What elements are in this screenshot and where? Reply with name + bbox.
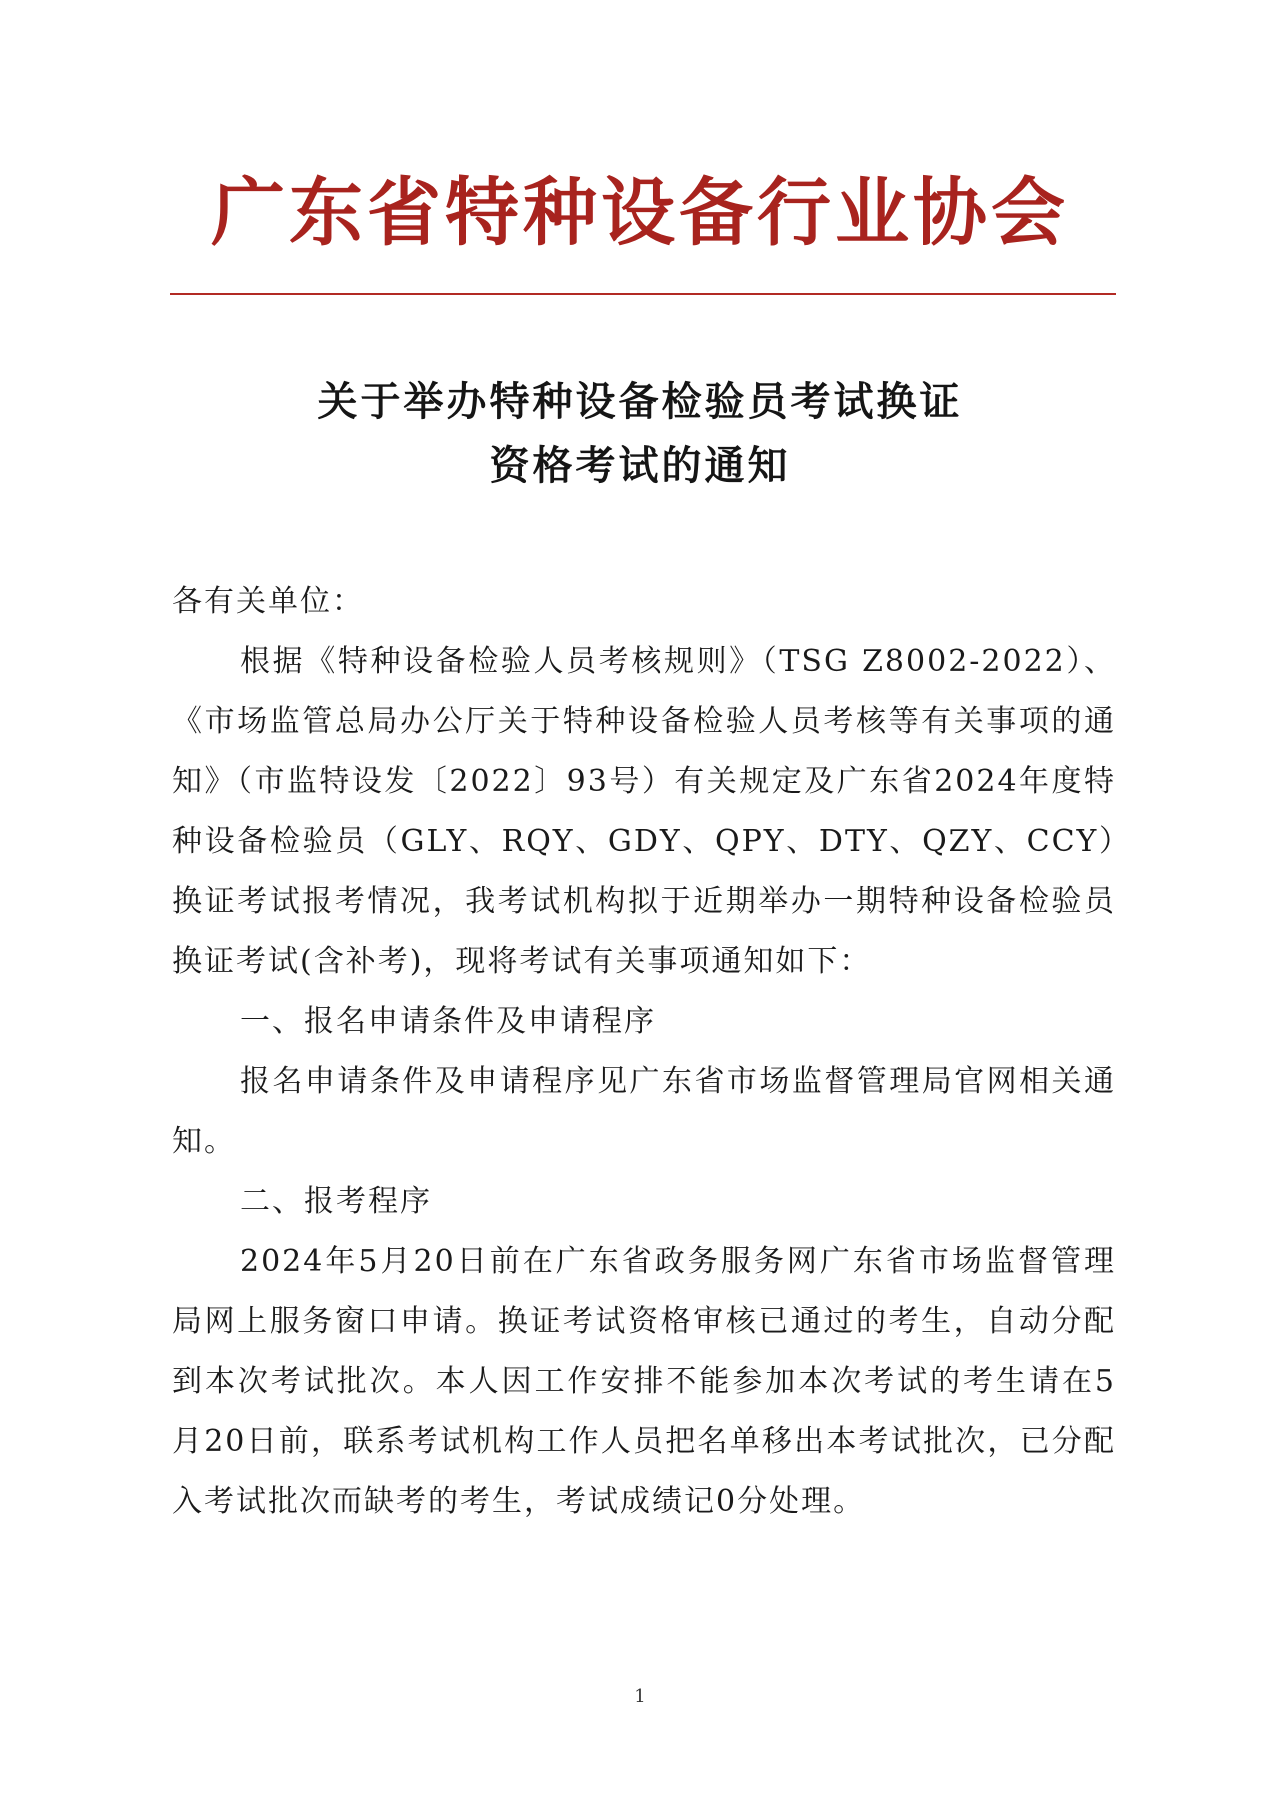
salutation: 各有关单位：	[172, 584, 364, 619]
letterhead-divider	[170, 293, 1116, 295]
section-1-heading: 一、报名申请条件及申请程序	[240, 1004, 656, 1039]
intro-paragraph: 根据《特种设备检验人员考核规则》（TSG Z8002-2022）、《市场监管总局办公厅关于特种设备检验人员考核等有关事项的通知》（市监特设发〔2022〕93号）有关规定及广东省2024年度特种设备检验员（GLY、RQY、GDY、QPY、DTY、QZY、CCY）换证考试报考情况，我考试机构拟于近期举办一期特种设备检验员换证考试(含补考)，现将考试有关事项通知如下：	[172, 644, 1116, 979]
page-number: 1	[634, 1686, 646, 1707]
section-2-body: 2024年5月20日前在广东省政务服务网广东省市场监督管理局网上服务窗口申请。换证考试资格审核已通过的考生，自动分配到本次考试批次。本人因工作安排不能参加本次考试的考生请在5月20日前，联系考试机构工作人员把名单移出本考试批次，已分配入考试批次而缺考的考生，考试成绩记0分处理。	[172, 1244, 1116, 1519]
section-2-heading: 二、报考程序	[240, 1184, 432, 1219]
letterhead-org-name: 广东省特种设备行业协会	[211, 170, 1069, 256]
document-title-line-1: 关于举办特种设备检验员考试换证	[317, 379, 963, 425]
document-title-line-2: 资格考试的通知	[489, 443, 791, 489]
section-1-body: 报名申请条件及申请程序见广东省市场监督管理局官网相关通知。	[172, 1064, 1116, 1159]
